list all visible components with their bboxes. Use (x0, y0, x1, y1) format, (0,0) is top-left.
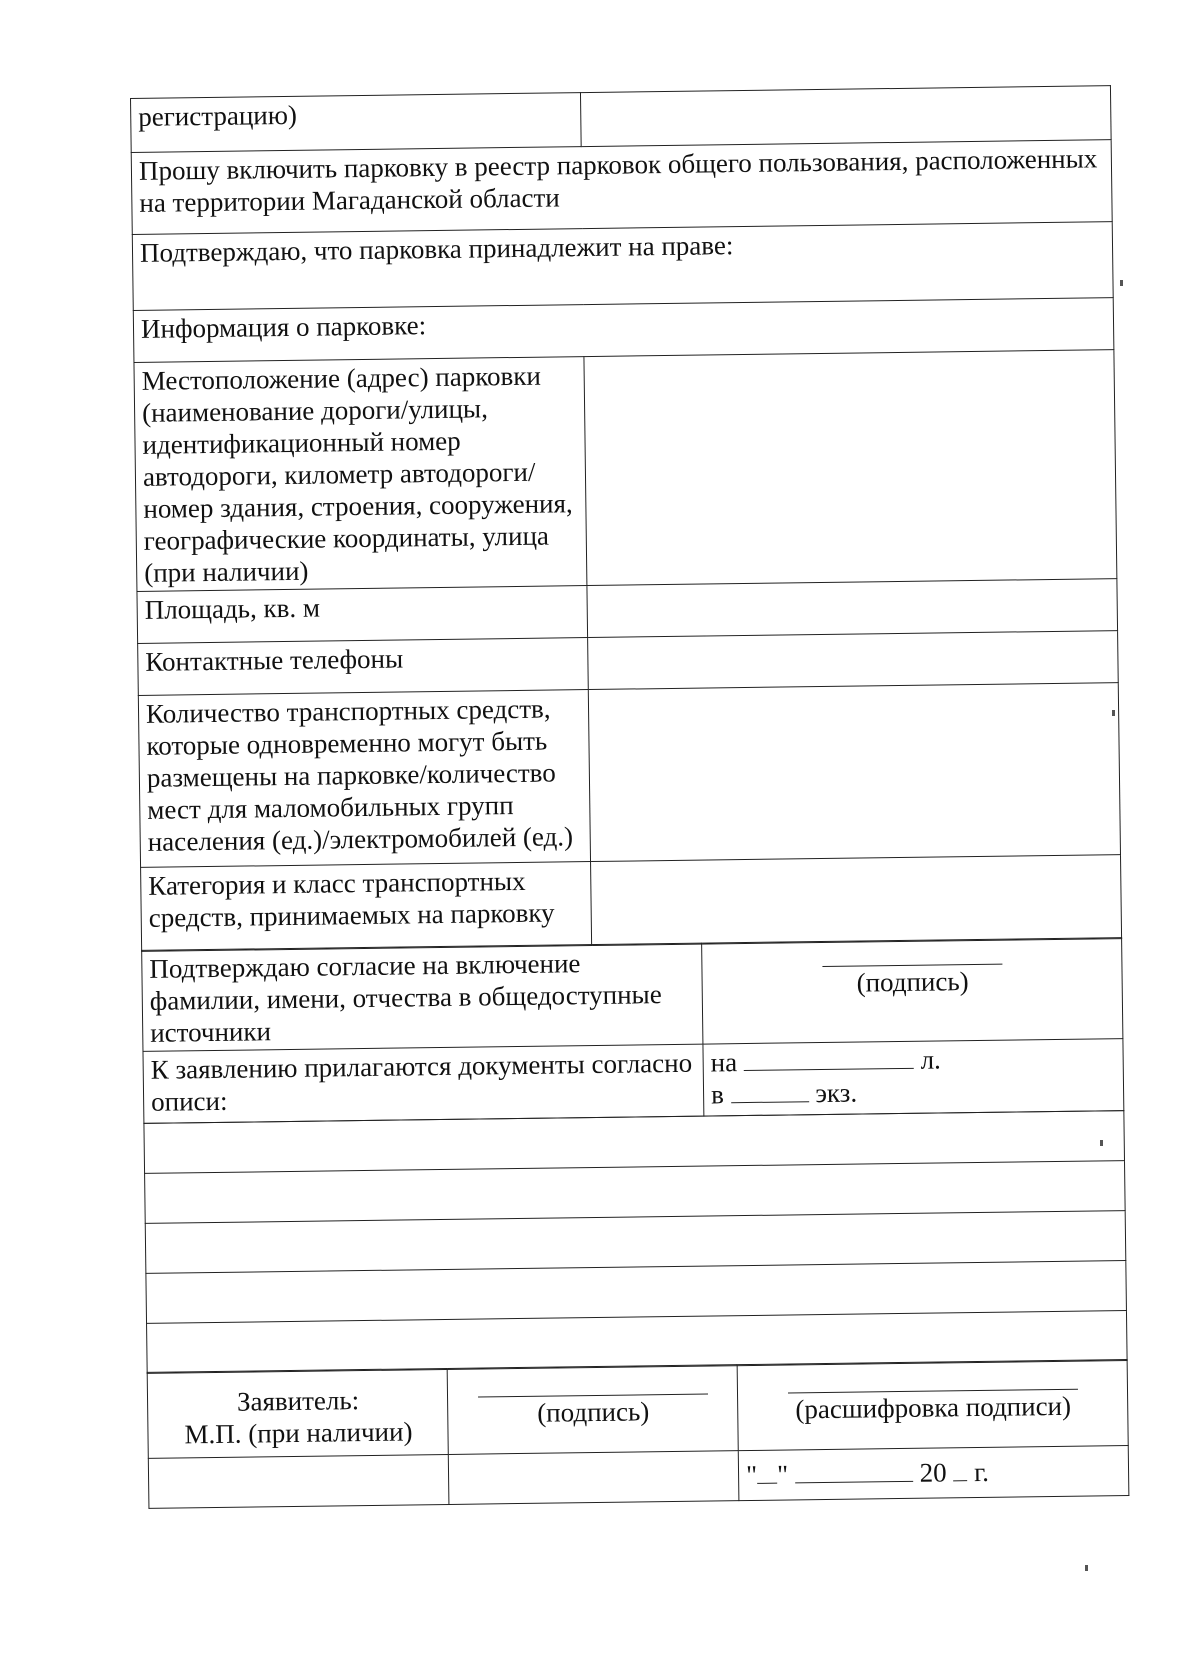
applicant-signature-cell[interactable] (447, 1365, 738, 1455)
attachments-count-cell (703, 1039, 1124, 1116)
scan-speck (1112, 710, 1115, 716)
phones-label: Контактные телефоны (138, 638, 589, 696)
category-row (141, 855, 1122, 952)
date-month-field[interactable] (795, 1459, 913, 1484)
date-cell (738, 1446, 1129, 1501)
application-table (130, 85, 1122, 952)
vehicles-row (138, 683, 1120, 868)
date-year-field[interactable] (953, 1458, 967, 1481)
attach-na-text: на (710, 1047, 738, 1078)
signature-decode-caption: (расшифровка подписи) (795, 1391, 1072, 1425)
applicant-cell (147, 1369, 448, 1459)
date-empty-cell-1 (148, 1455, 449, 1509)
attachments-label: К заявлению прилагаются документы согласно описи: (143, 1044, 704, 1123)
category-label: Категория и класс транспортных средств, принимаемых на парковку (141, 862, 592, 952)
sheets-count-field[interactable] (744, 1046, 914, 1071)
date-quote-close: " (776, 1459, 789, 1490)
date-empty-cell-2 (448, 1451, 739, 1505)
scan-speck (1120, 280, 1123, 286)
date-g-text: г. (973, 1457, 990, 1488)
category-value-cell[interactable] (591, 855, 1122, 946)
ownership-row (132, 222, 1113, 311)
attachments-list-table (143, 1110, 1127, 1374)
location-value-cell[interactable] (584, 350, 1117, 586)
date-quote-open: " (745, 1460, 758, 1491)
attach-l-text: л. (920, 1044, 942, 1076)
applicant-signature-caption: (подпись) (537, 1396, 650, 1428)
consent-label: Подтверждаю согласие на включение фамилии, имени, отчества в общедоступные источники (142, 943, 703, 1051)
registration-tail-cell: регистрацию) (131, 93, 582, 153)
vehicles-value-cell[interactable] (588, 683, 1120, 862)
signature-table (147, 1359, 1130, 1509)
scan-speck (1100, 1140, 1103, 1146)
vehicles-label: Количество транспортных средств, которые одновременно могут быть размещены на парковке/количество мест для маломобильных групп населения (ед.)/электромобилей (ед.) (138, 690, 590, 868)
location-row (134, 350, 1117, 592)
area-value-cell[interactable] (587, 579, 1118, 638)
signature-row (147, 1360, 1128, 1459)
phones-value-cell[interactable] (588, 631, 1119, 690)
copies-count-field[interactable] (730, 1080, 808, 1104)
attach-v-text: в (710, 1079, 725, 1110)
request-text: Прошу включить парковку в реестр парковок общего пользования, расположенных на территории Магаданской области (131, 140, 1112, 235)
application-form (130, 85, 1128, 1509)
consent-table (141, 937, 1124, 1124)
applicant-label: Заявитель: (236, 1385, 360, 1417)
parking-info-heading: Информация о парковке: (133, 298, 1114, 363)
scan-speck (1085, 1565, 1088, 1571)
location-label: Местоположение (адрес) парковки (наименование дороги/улицы, идентификационный номер автодороги, километр автодороги/номер здания, строения, сооружения, географические координаты, улица (при наличии) (134, 357, 587, 592)
date-day-field[interactable] (757, 1461, 777, 1484)
attach-ekz-text: экз. (815, 1077, 858, 1109)
ownership-text: Подтверждаю, что парковка принадлежит на праве: (132, 222, 1113, 311)
request-row (131, 140, 1112, 235)
date-year-prefix: 20 (919, 1457, 947, 1488)
registration-value-cell[interactable] (580, 86, 1111, 147)
consent-row (142, 938, 1123, 1052)
area-label: Площадь, кв. м (137, 586, 588, 644)
consent-signature-cell[interactable] (702, 938, 1123, 1044)
signature-decode-cell[interactable] (737, 1360, 1128, 1451)
stamp-label: М.П. (при наличии) (184, 1416, 413, 1450)
consent-signature-caption: (подпись) (856, 966, 969, 998)
